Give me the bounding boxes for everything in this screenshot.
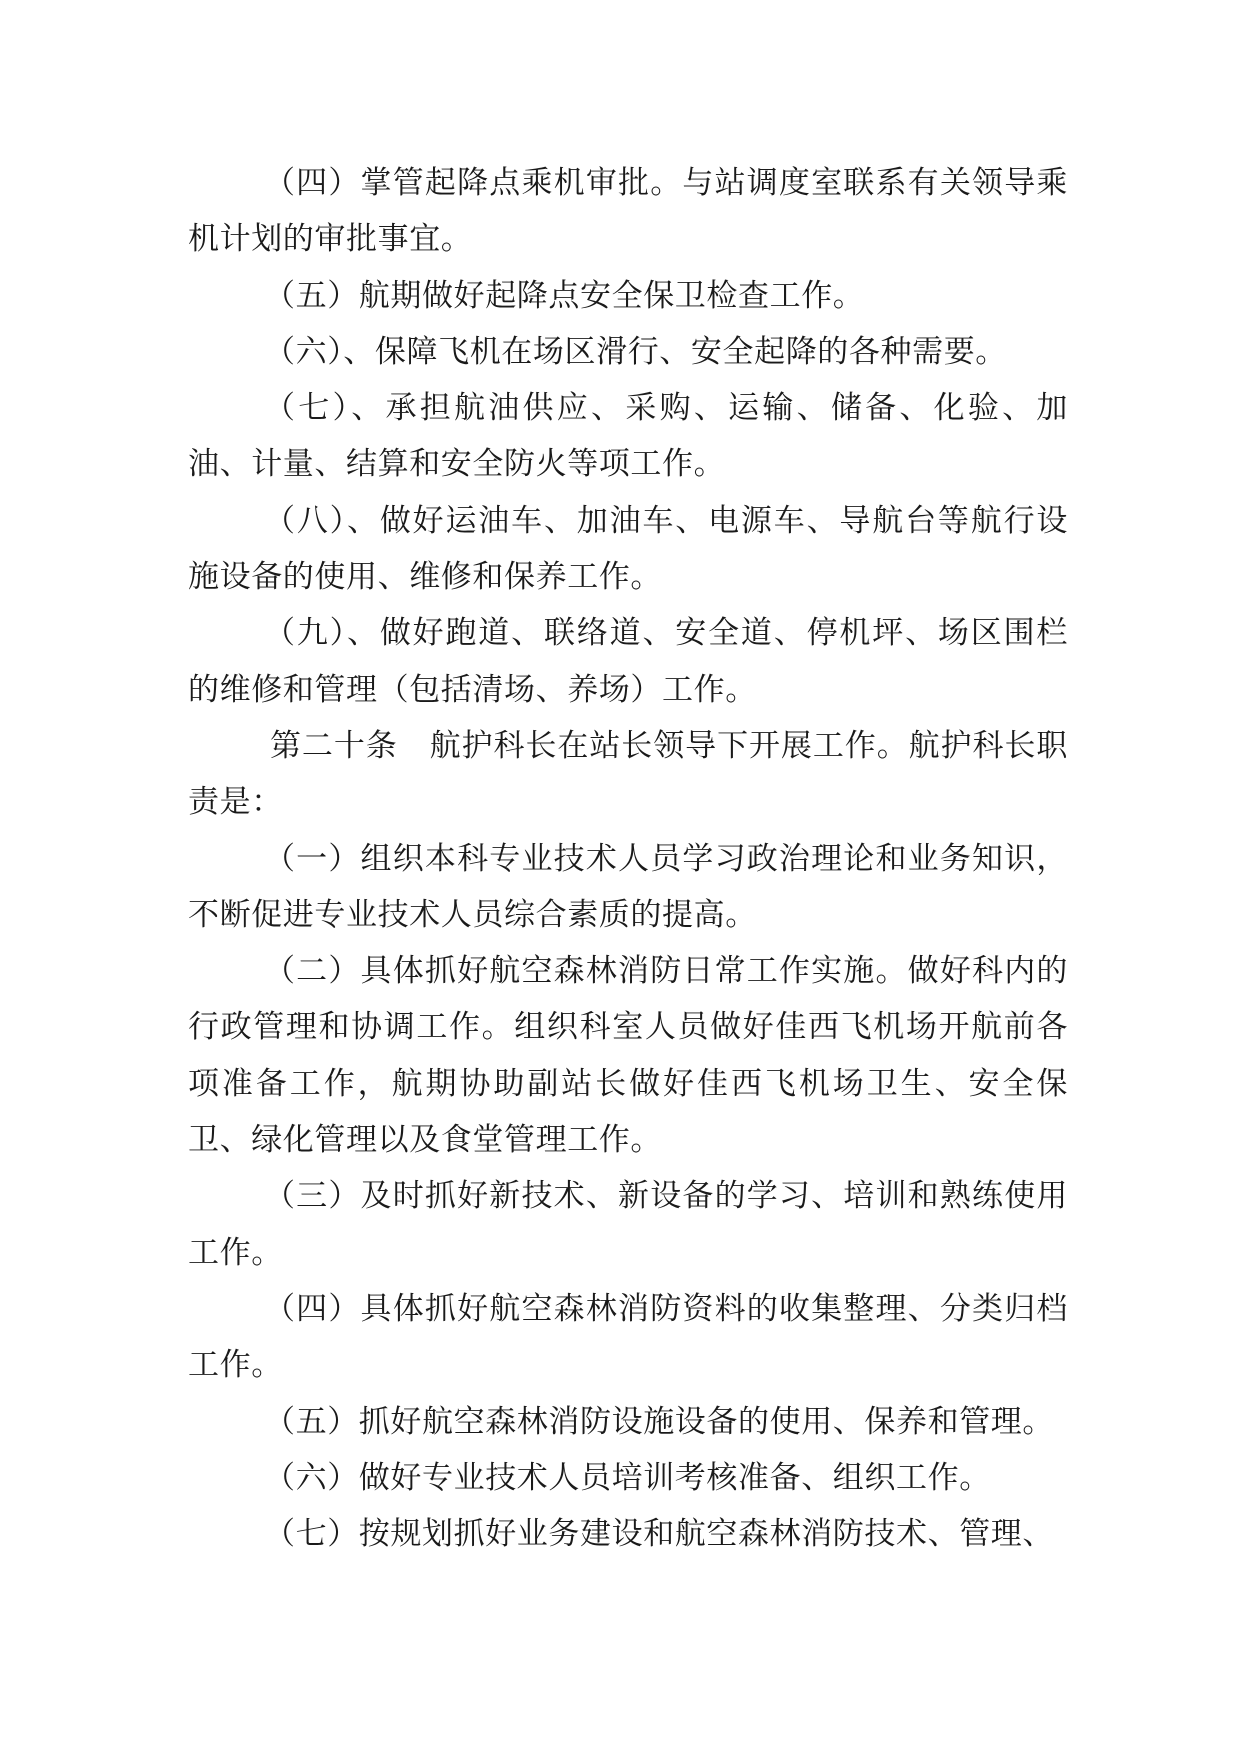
paragraph-item-9: （九）、做好跑道、联络道、安全道、停机坪、场区围栏的维修和管理（包括清场、养场）工作。	[188, 615, 1068, 708]
duty-item-7: （七）按规划抓好业务建设和航空森林消防技术、管理、	[264, 1516, 1054, 1553]
paragraph-item-8: （八）、做好运油车、加油车、电源车、导航台等航行设施设备的使用、维修和保养工作。	[188, 502, 1068, 596]
document-body	[188, 155, 1068, 1562]
paragraph-item-6: （六）、保障飞机在场区滑行、安全起降的各种需要。	[264, 333, 1007, 370]
duty-item-4: （四）具体抓好航空森林消防资料的收集整理、分类归档工作。	[188, 1290, 1068, 1384]
paragraph-item-5: （五）航期做好起降点安全保卫检查工作。	[264, 277, 865, 314]
duty-item-1: （一）组织本科专业技术人员学习政治理论和业务知识，不断促进专业技术人员综合素质的提高。	[188, 840, 1068, 933]
duty-item-5: （五）抓好航空森林消防设施设备的使用、保养和管理。	[264, 1403, 1054, 1440]
duty-item-2: （二）具体抓好航空森林消防日常工作实施。做好科内的行政管理和协调工作。组织科室人员做好佳西飞机场开航前各项准备工作，航期协助副站长做好佳西飞机场卫生、安全保卫、绿化管理以及食堂管理工作。	[188, 953, 1068, 1159]
paragraph-item-4: （四）掌管起降点乘机审批。与站调度室联系有关领导乘机计划的审批事宜。	[188, 165, 1068, 258]
duty-item-6: （六）做好专业技术人员培训考核准备、组织工作。	[264, 1459, 991, 1496]
article-twenty-heading: 第二十条 航护科长在站长领导下开展工作。航护科长职责是：	[188, 727, 1068, 821]
paragraph-item-7: （七）、承担航油供应、采购、运输、储备、化验、加油、计量、结算和安全防火等项工作。	[188, 390, 1068, 483]
duty-item-3: （三）及时抓好新技术、新设备的学习、培训和熟练使用工作。	[188, 1178, 1068, 1271]
